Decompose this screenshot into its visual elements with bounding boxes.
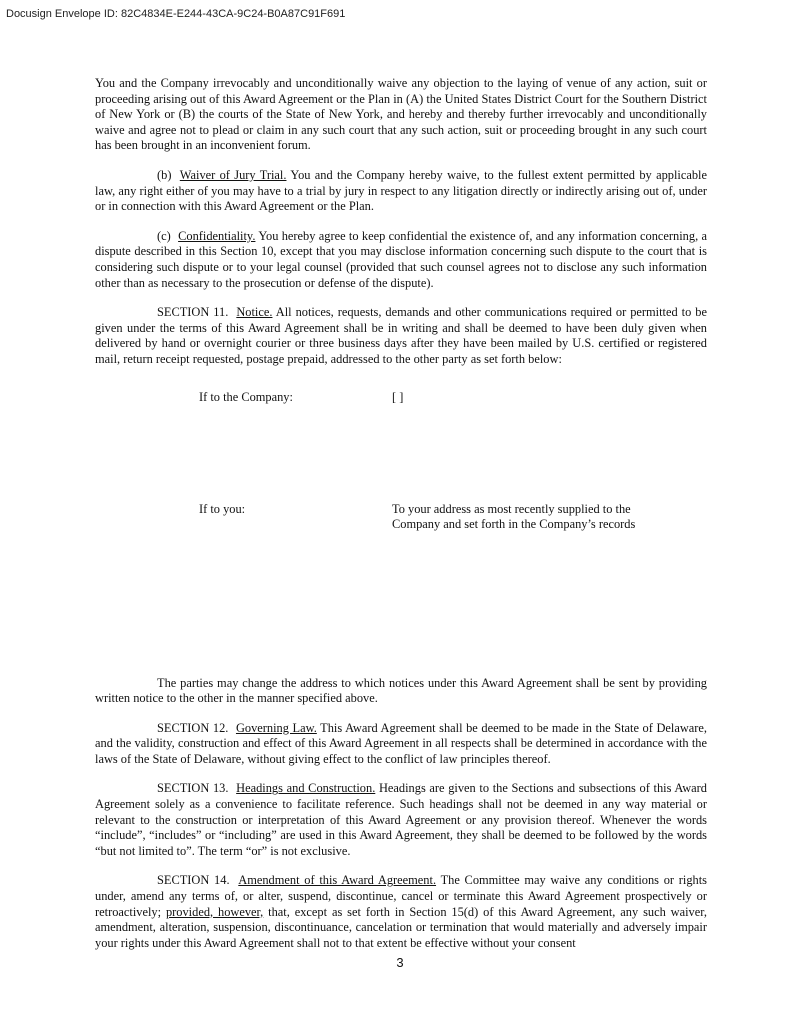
notice-you-address [392, 502, 672, 533]
section-13-heading: Headings and Construction. [236, 781, 376, 796]
venue-waiver-paragraph: You and the Company irrevocably and unconditionally waive any objection to the laying of venue of any action, suit or proceeding arising out of this Award Agreement or the Plan in (A) the United States District Court for the Southern District of New York or (B) the courts of the State of New York, and hereby and thereby further irrevocably and unconditionally waive and agree not to plead or claim in any such court that any such action, suit or proceeding brought in any such court has been brought in an inconvenient forum. [95, 76, 707, 153]
jury-waiver-paragraph [95, 168, 707, 215]
envelope-id: Docusign Envelope ID: 82C4834E-E244-43CA-9C24-B0A87C91F691 [6, 8, 346, 20]
confidentiality-heading: Confidentiality. [178, 228, 256, 243]
section-11-text: All notices, requests, demands and other communications required or permitted to be given under the terms of this Award Agreement shall be in writing and shall be deemed to have been duly given when delivered by hand or overnight courier or three business days after they have been mailed by U.S. certified or registered mail, return receipt requested, postage prepaid, addressed to the other party as set forth below: [95, 305, 707, 366]
section-14-text-b: that, except as set forth in Section 15(d) of this Award Agreement, any such waiver, amendment, alteration, suspension, discontinuance, cancelation or termination that would materially and adversely impair your rights under this Award Agreement shall not to that extent be effective without your consent [95, 904, 707, 950]
section-14-text-a: The Committee may waive any conditions or rights under, amend any terms of, or alter, suspend, discontinue, cancel or terminate this Award Agreement prospectively or retroactively; [95, 873, 707, 919]
section-14-provided: provided, however, [165, 904, 264, 919]
page-number: 3 [396, 955, 404, 970]
notice-company-value: [ ] [392, 389, 404, 404]
subsection-c-prefix: (c) [157, 228, 171, 243]
notice-you-address-line-2: Company and set forth in the Company’s records [392, 517, 636, 532]
address-change-paragraph: The parties may change the address to which notices under this Award Agreement shall be sent by providing written notice to the other in the manner specified above. [95, 675, 707, 706]
section-12-prefix: SECTION 12. [157, 720, 229, 735]
notice-you-label: If to you: [199, 501, 246, 516]
section-14-amendment [95, 873, 707, 951]
section-12-governing-law [95, 721, 707, 768]
notice-you-address-line-1: To your address as most recently supplied to the [392, 501, 631, 516]
section-13-headings [95, 781, 707, 859]
section-13-prefix: SECTION 13. [157, 781, 229, 796]
jury-waiver-text: You and the Company hereby waive, to the fullest extent permitted by applicable law, any right either of you may have to a trial by jury in respect to any litigation directly or indirectly arising out of, under or in connection with this Award Agreement or the Plan. [95, 167, 707, 214]
section-11-notice [95, 305, 707, 367]
jury-waiver-heading: Waiver of Jury Trial. [179, 167, 287, 182]
section-12-heading: Governing Law. [235, 720, 317, 735]
notice-company-label: If to the Company: [199, 389, 293, 404]
section-14-heading: Amendment of this Award Agreement. [238, 873, 437, 888]
subsection-b-prefix: (b) [157, 167, 172, 182]
document-body [95, 76, 707, 965]
notice-company-block [95, 382, 707, 502]
section-12-text: This Award Agreement shall be deemed to be made in the State of Delaware, and the validity, construction and effect of this Award Agreement in all respects shall be determined in accordance with the laws of the State of Delaware, without giving effect to the conflict of law principles thereof. [95, 720, 708, 766]
section-14-prefix: SECTION 14. [157, 873, 230, 888]
notice-you-block [95, 502, 707, 676]
confidentiality-paragraph [95, 229, 707, 291]
confidentiality-text: You hereby agree to keep confidential the existence of, and any information concerning, a dispute described in this Section 10, except that you may disclose information concerning such dispute to the court that is considering such dispute or to your legal counsel (provided that such counsel agrees not to disclose any such information other than as necessary to the prosecution or defense of the dispute). [95, 228, 707, 290]
section-11-prefix: SECTION 11. [157, 305, 229, 320]
section-11-heading: Notice. [236, 305, 273, 320]
section-13-text: Headings are given to the Sections and subsections of this Award Agreement solely as a convenience to facilitate reference. Such headings shall not be deemed in any way material or relevant to the construction or interpretation of this Award Agreement or any provision thereof. Whenever the words “include”, “includes” or “including” are used in this Award Agreement, they shall be deemed to be followed by the words “but not limited to”. The term “or” is not exclusive. [95, 781, 707, 858]
